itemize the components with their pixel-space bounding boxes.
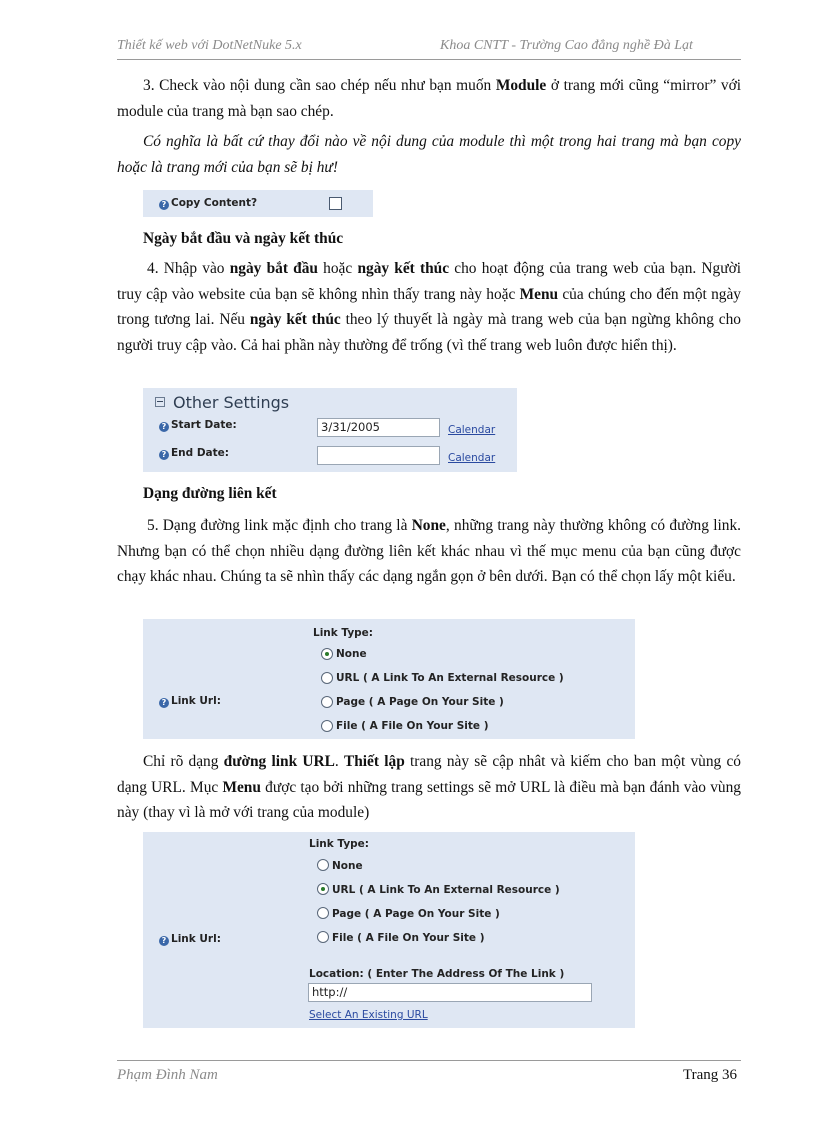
paragraph-5: 5. Dạng đường link mặc định cho trang là None, những trang này thường không có đường link. Nhưng bạn có thể chọn nhiều dạng đường liên kết khác nhau vì thế mục menu của bạn cũng được chạy khác nhau. Chúng ta sẽ nhìn thấy các dạng ngắn gọn ở bên dưới. Bạn có thể chọn lấy một kiểu. (117, 517, 741, 585)
location-input[interactable]: http:// (308, 983, 592, 1002)
radio-url[interactable] (317, 883, 329, 895)
end-date-input[interactable] (317, 446, 440, 465)
paragraph-4: 4. Nhập vào ngày bắt đầu hoặc ngày kết thúc cho hoạt động của trang web của bạn. Người truy cập vào website của bạn sẽ không nhìn thấy trang này hoặc Menu của chúng cho đến một ngày trong tương lai. Nếu ngày kết thúc theo lý thuyết là ngày mà trang web của bạn ngừng không cho người truy cập vào. Cả hai phần này thường để trống (vì thế trang web luôn được hiển thị). (117, 260, 742, 354)
paragraph-6: Chỉ rõ dạng đường link URL. Thiết lập trang này sẽ cập nhât và kiếm cho ban một vùng có dạng URL. Mục Menu được tạo bởi những trang settings sẽ mở URL là điều mà bạn đánh vào vùng này (thay vì là mở với trang của module) (117, 753, 742, 821)
paragraph-3: 3. Check vào nội dung cần sao chép nếu như bạn muốn Module ở trang mới cũng “mirror” với module của trang mà bạn sao chép. (117, 77, 741, 120)
help-icon[interactable]: ? (159, 450, 169, 460)
location-label: Location: ( Enter The Address Of The Link ) (309, 968, 565, 980)
option-url-label: URL ( A Link To An External Resource ) (336, 672, 564, 684)
option-none-label: None (336, 648, 367, 660)
radio-page[interactable] (317, 907, 329, 919)
heading-link-type: Dạng đường liên kết (143, 485, 277, 502)
help-icon[interactable]: ? (159, 936, 169, 946)
link-url-label: Link Url: (171, 933, 221, 945)
radio-none[interactable] (321, 648, 333, 660)
radio-none[interactable] (317, 859, 329, 871)
other-settings-title: Other Settings (173, 393, 290, 412)
help-icon[interactable]: ? (159, 200, 169, 210)
link-url-panel-2 (143, 832, 635, 1028)
link-url-label: Link Url: (171, 695, 221, 707)
footer-author: Phạm Đình Nam (117, 1067, 218, 1083)
end-date-label: End Date: (171, 447, 229, 459)
footer-divider (117, 1060, 741, 1061)
copy-content-panel (143, 190, 373, 217)
option-none-label: None (332, 860, 363, 872)
radio-page[interactable] (321, 696, 333, 708)
option-file-label: File ( A File On Your Site ) (332, 932, 485, 944)
option-url-label: URL ( A Link To An External Resource ) (332, 884, 560, 896)
page-number: Trang 36 (683, 1067, 738, 1083)
header-right: Khoa CNTT - Trường Cao đẳng nghề Đà Lạt (440, 38, 693, 53)
copy-content-label: Copy Content? (171, 197, 258, 209)
link-url-panel-1 (143, 619, 635, 739)
note-paragraph: Có nghĩa là bất cứ thay đổi nào về nội dung của module thì một trong hai trang mà bạn copy hoặc là trang mới của bạn sẽ bị hư! (117, 133, 741, 176)
copy-content-checkbox[interactable] (329, 197, 342, 210)
option-page-label: Page ( A Page On Your Site ) (332, 908, 500, 920)
select-existing-url-link[interactable]: Select An Existing URL (309, 1009, 428, 1021)
help-icon[interactable]: ? (159, 698, 169, 708)
option-page-label: Page ( A Page On Your Site ) (336, 696, 504, 708)
header-left: Thiết kế web với DotNetNuke 5.x (117, 38, 302, 53)
heading-dates: Ngày bắt đầu và ngày kết thúc (143, 230, 344, 247)
collapse-icon[interactable] (155, 397, 165, 407)
start-date-input[interactable]: 3/31/2005 (317, 418, 440, 437)
end-calendar-link[interactable]: Calendar (448, 452, 496, 464)
radio-file[interactable] (317, 931, 329, 943)
link-type-label: Link Type: (309, 838, 370, 850)
option-file-label: File ( A File On Your Site ) (336, 720, 489, 732)
radio-file[interactable] (321, 720, 333, 732)
header-divider (117, 59, 741, 60)
start-calendar-link[interactable]: Calendar (448, 424, 496, 436)
help-icon[interactable]: ? (159, 422, 169, 432)
link-type-label: Link Type: (313, 627, 374, 639)
other-settings-panel (143, 388, 517, 472)
radio-url[interactable] (321, 672, 333, 684)
start-date-label: Start Date: (171, 419, 237, 431)
